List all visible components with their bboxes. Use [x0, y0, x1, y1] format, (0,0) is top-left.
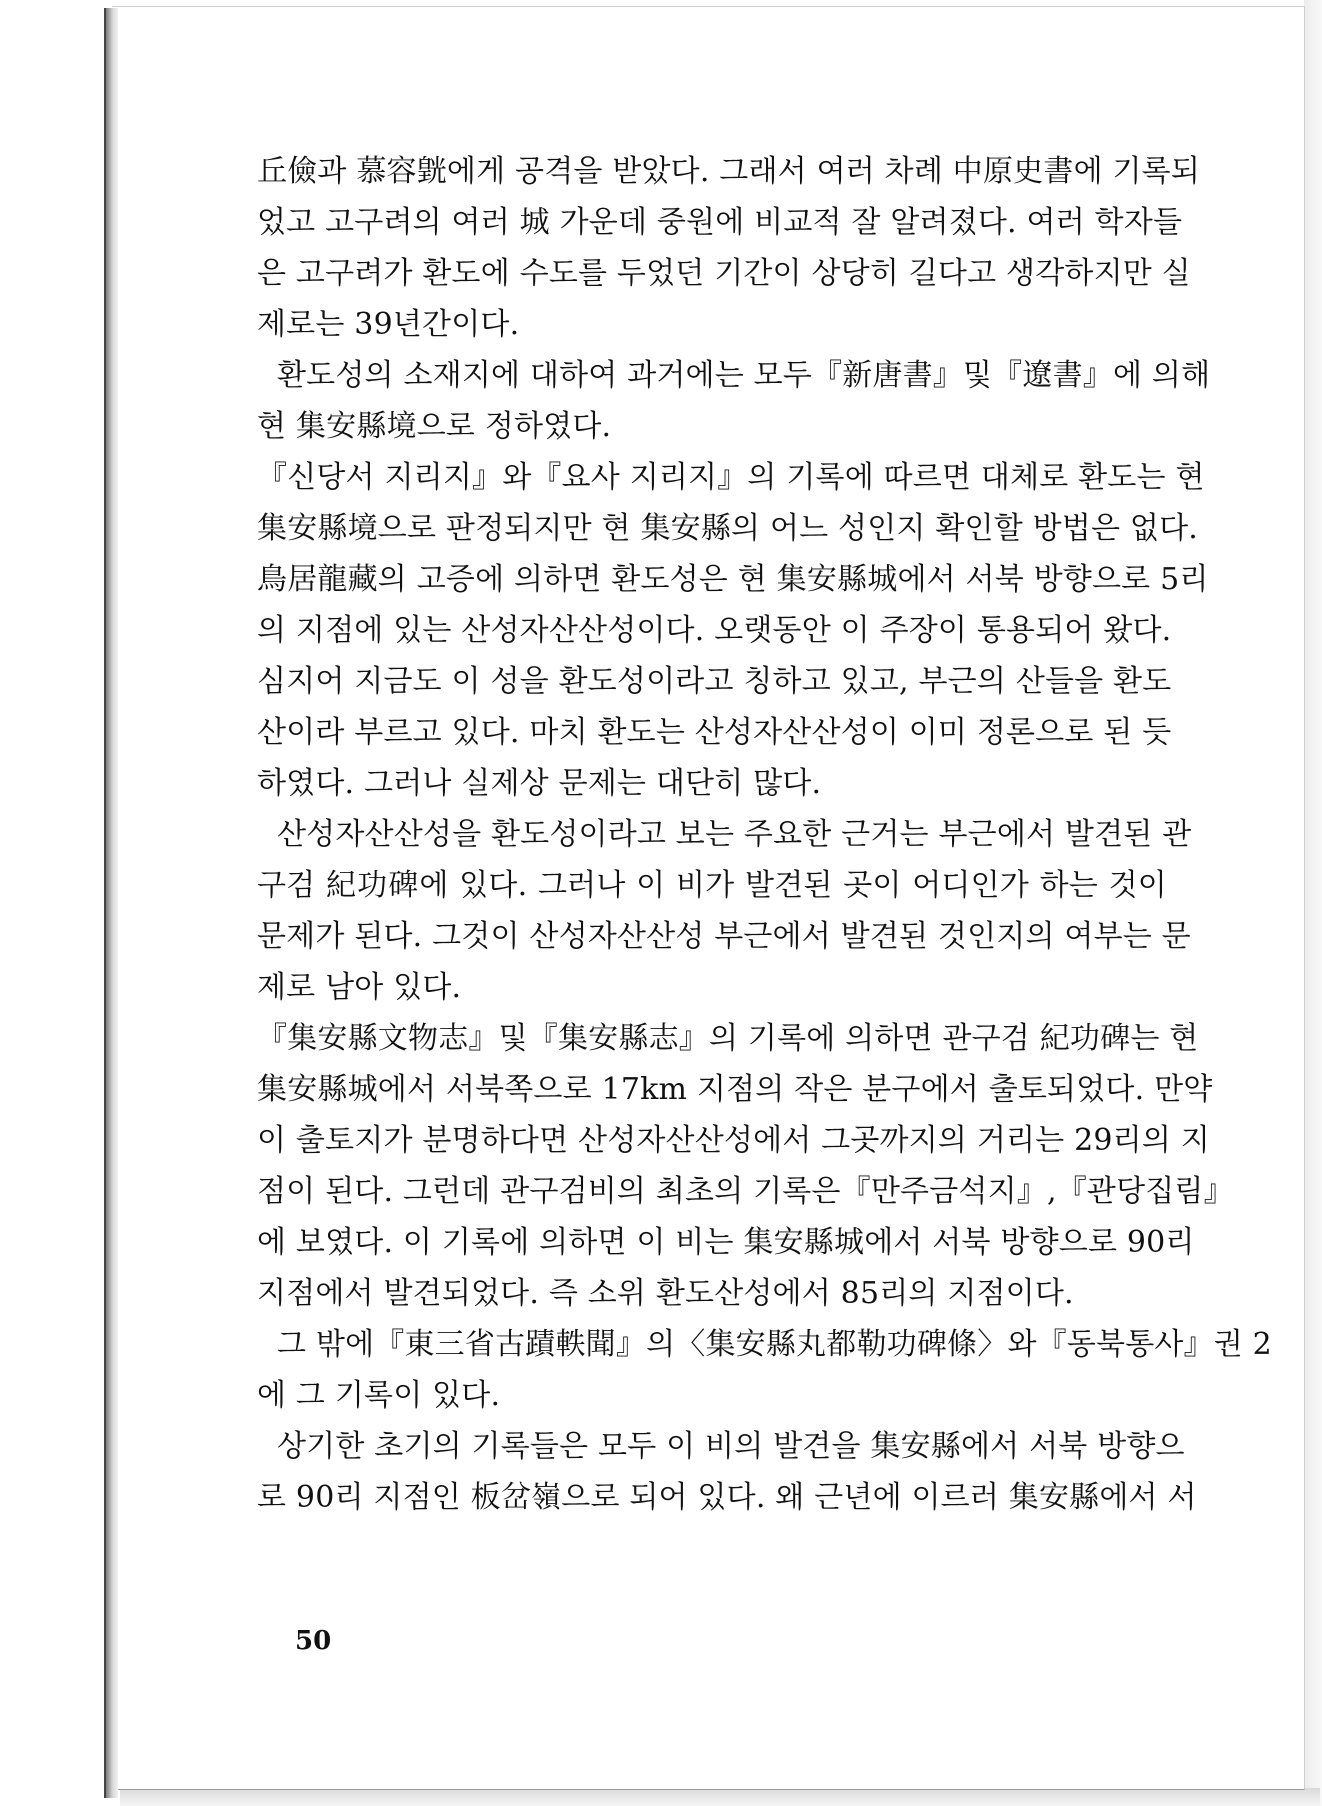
text-line-25: 에 그 기록이 있다. [257, 1378, 501, 1413]
page-edge [104, 8, 118, 1798]
body-text [257, 146, 1272, 1523]
text-line-14: 산성자산산성을 환도성이라고 보는 주요한 근거는 부근에서 발견된 관 [277, 817, 1192, 852]
text-line-20: 이 출토지가 분명하다면 산성자산산성에서 그곳까지의 거리는 29리의 지 [257, 1123, 1210, 1158]
text-line-21: 점이 된다. 그런데 관구검비의 최초의 기록은『만주금석지』,『관당집림』 [257, 1174, 1234, 1209]
text-line-2: 었고 고구려의 여러 城 가운데 중원에 비교적 잘 알려졌다. 여러 학자들 [257, 205, 1183, 240]
text-line-7: 『신당서 지리지』와『요사 지리지』의 기록에 따르면 대체로 환도는 현 [257, 460, 1205, 495]
text-line-22: 에 보였다. 이 기록에 의하면 이 비는 集安縣城에서 서북 방향으로 90리 [257, 1225, 1195, 1260]
text-line-9: 鳥居龍藏의 고증에 의하면 환도성은 현 集安縣城에서 서북 방향으로 5리 [257, 562, 1209, 597]
text-line-3: 은 고구려가 환도에 수도를 두었던 기간이 상당히 길다고 생각하지만 실 [257, 256, 1191, 291]
text-line-27: 로 90리 지점인 板岔嶺으로 되어 있다. 왜 근년에 이르러 集安縣에서 서 [257, 1480, 1197, 1515]
text-line-18: 『集安縣文物志』및『集安縣志』의 기록에 의하면 관구검 紀功碑는 현 [257, 1021, 1199, 1056]
text-line-13: 하였다. 그러나 실제상 문제는 대단히 많다. [257, 766, 822, 801]
page-shadow-bottom [120, 1788, 1320, 1806]
text-line-1: 丘儉과 慕容皝에게 공격을 받았다. 그래서 여러 차례 中原史書에 기록되 [257, 154, 1201, 189]
text-line-8: 集安縣境으로 판정되지만 현 集安縣의 어느 성인지 확인할 방법은 없다. [257, 511, 1198, 546]
text-line-24: 그 밖에『東三省古蹟軼聞』의〈集安縣丸都勒功碑條〉와『동북통사』권 2 [277, 1327, 1272, 1362]
page-shadow-right [1304, 0, 1322, 1806]
page-number: 50 [295, 1626, 332, 1656]
text-line-17: 제로 남아 있다. [257, 970, 462, 1005]
text-line-6: 현 集安縣境으로 정하였다. [257, 409, 612, 444]
text-line-11: 심지어 지금도 이 성을 환도성이라고 칭하고 있고, 부근의 산들을 환도 [257, 664, 1172, 699]
text-line-15: 구검 紀功碑에 있다. 그러나 이 비가 발견된 곳이 어디인가 하는 것이 [257, 868, 1167, 903]
text-line-26: 상기한 초기의 기록들은 모두 이 비의 발견을 集安縣에서 서북 방향으 [277, 1429, 1185, 1464]
text-line-10: 의 지점에 있는 산성자산산성이다. 오랫동안 이 주장이 통용되어 왔다. [257, 613, 1172, 648]
text-line-5: 환도성의 소재지에 대하여 과거에는 모두『新唐書』및『遼書』에 의해 [277, 358, 1211, 393]
text-line-16: 문제가 된다. 그것이 산성자산산성 부근에서 발견된 것인지의 여부는 문 [257, 919, 1191, 954]
text-line-23: 지점에서 발견되었다. 즉 소위 환도산성에서 85리의 지점이다. [257, 1276, 1074, 1311]
text-line-4: 제로는 39년간이다. [257, 307, 520, 342]
text-line-19: 集安縣城에서 서북쪽으로 17km 지점의 작은 분구에서 출토되었다. 만약 [257, 1072, 1213, 1107]
text-line-12: 산이라 부르고 있다. 마치 환도는 산성자산산성이 이미 정론으로 된 듯 [257, 715, 1172, 750]
